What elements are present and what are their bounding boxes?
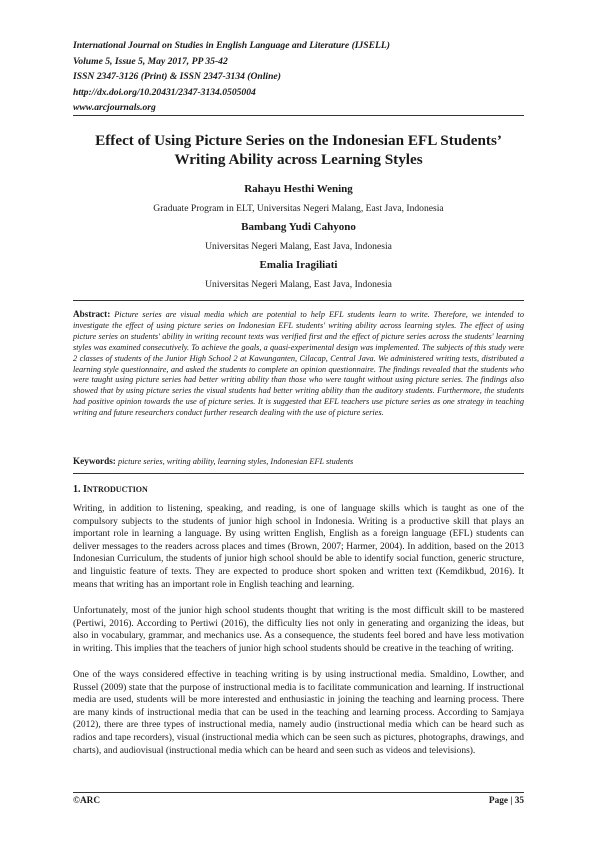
author-affiliation: Graduate Program in ELT, Universitas Negeri Malang, East Java, Indonesia [153,203,444,214]
footer-page-number: Page | 35 [488,796,524,806]
section-title: NTRODUCTION [86,485,148,494]
keywords-text: picture series, writing ability, learning styles, Indonesian EFL students [117,457,354,466]
journal-volume: Volume 5, Issue 5, May 2017, PP 35-42 [73,55,228,67]
author-name: Bambang Yudi Cahyono [241,221,356,233]
keywords-label: Keywords: [73,456,116,466]
abstract-top-rule [73,300,524,301]
footer-rule [73,792,524,793]
journal-issn: ISSN 2347-3126 (Print) & ISSN 2347-3134 (Online) [73,71,281,82]
keywords [73,456,524,466]
journal-website[interactable]: www.arcjournals.org [73,102,156,113]
keywords-rule [73,473,524,474]
author-affiliation: Universitas Negeri Malang, East Java, Indonesia [205,279,392,290]
journal-header [73,38,533,116]
author-affiliation: Universitas Negeri Malang, East Java, Indonesia [205,241,392,252]
section-heading [73,484,148,495]
footer-copyright: ©ARC [73,796,101,806]
abstract-text: Picture series are visual media which are potential to help EFL students learn to write. Therefore, we intended to investigate the effect of using picture series on Indonesian EFL students' writing ability across learning styles. The effect of using picture series on students' ability in writing recount texts was verified first and the effect of picture series across the students' learning styles was examined consecutively. To achieve the goals, a quasi-experimental design was implemented. The subjects of this study were 2 classes of students of the Junior High School 2 at Kawunganten, Cilacap, Central Java. We administered writing tests, distributed a learning style questionnaire, and asked the students to complete an opinion questionnaire. The findings revealed that the students who were taught using picture series had better writing ability than those who were taught without using picture series. The findings also showed that by using picture series the visual students had better writing ability than the auditory students. Furthermore, the students had positive opinion towards the use of picture series. It is suggested that EFL teachers use picture series as one strategy in teaching writing and future researchers conduct further research dealing with the use of picture series. [73,310,524,418]
author-name: Emalia Iragiliati [259,259,338,271]
section-number: 1. I [73,484,87,495]
body-paragraph: Unfortunately, most of the junior high school students thought that writing is the most difficult skill to be mastered (Pertiwi, 2016). According to Pertiwi (2016), the difficulty lies not only in generating and organizing the ideas, but also in vocabulary, grammar, and mechanics use. As a consequence, the students feel bored and have less motivation in writing. This implies that the teachers of junior high school students should be creative in the teaching of writing. [73,606,524,654]
title-line-2: Writing Ability across Learning Styles [174,151,423,168]
body-paragraph: Writing, in addition to listening, speaking, and reading, is one of language skills which is taught as one of the compulsory subjects to the students of junior high school in Indonesia. Writing is a productive skill that plays an important role in learning a language. By using written English, English as a foreign language (EFL) students can deliver messages to the readers across places and times (Brown, 2007; Harmer, 2004). In addition, based on the 2013 Indonesian Curriculum, the students of junior high school should be able to identify social function, generic structure, and linguistic feature of texts. They are expected to produce short spoken and written text (Kemdikbud, 2016). It means that writing has an important role in English teaching and learning. [73,504,524,590]
author-name: Rahayu Hesthi Wening [244,183,353,195]
journal-doi[interactable]: http://dx.doi.org/10.20431/2347-3134.0505004 [73,86,256,98]
body-paragraph: One of the ways considered effective in teaching writing is by using instructional media. Smaldino, Lowther, and Russel (2009) state that the purpose of instructional media is to facilitate communication and learning. If instructional media are used, students will be more interested and enthusiastic in joining the teaching and learning process. There are many kinds of instructional media that can be used in the teaching and learning process. According to Samjaya (2012), there are three types of instructional media, namely audio (instructional media which can be heard such as radios and tape recorders), visual (instructional media which can be seen such as pictures, photographs, drawings, and charts), and audiovisual (instructional media which can be heard and seen such as videos and televisions). [73,670,524,756]
abstract-label: Abstract: [73,309,111,319]
journal-name: International Journal on Studies in English Language and Literature (IJSELL) [73,40,390,51]
paper-title [73,131,524,169]
title-line-1: Effect of Using Picture Series on the Indonesian EFL Students’ [95,132,502,149]
header-rule [73,115,524,116]
abstract [73,309,524,419]
